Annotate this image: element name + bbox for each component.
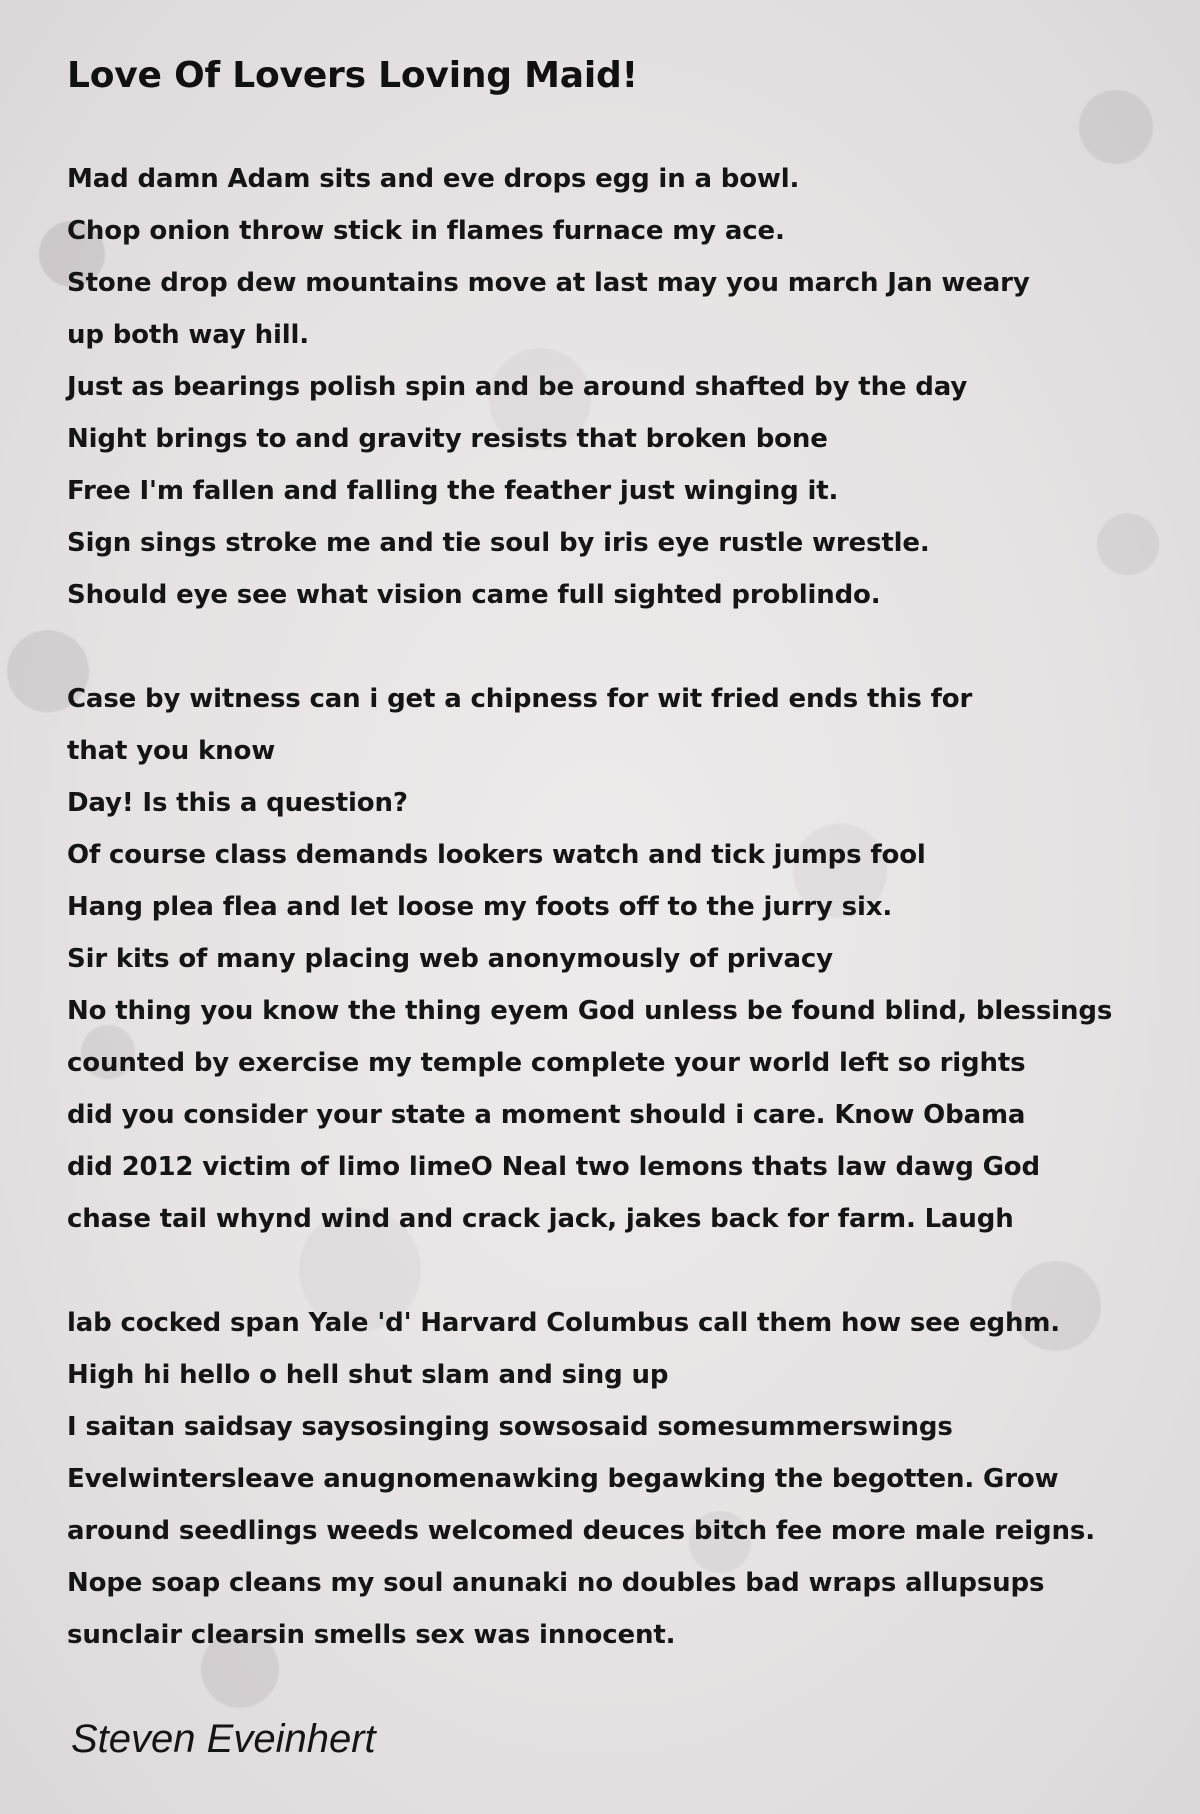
poem-line: Case by witness can i get a chipness for wit fried ends this for [67, 684, 973, 714]
poem-line: Free I'm fallen and falling the feather just winging it. [67, 476, 839, 506]
poem-line: Mad damn Adam sits and eve drops egg in a bowl. [67, 164, 800, 194]
poem-line: counted by exercise my temple complete your world left so rights [67, 1048, 1026, 1078]
poem-line: Hang plea flea and let loose my foots off to the jurry six. [67, 892, 893, 922]
poem-line: High hi hello o hell shut slam and sing up [67, 1360, 669, 1390]
stanza-2 [67, 673, 1192, 1245]
poem-line: around seedlings weeds welcomed deuces bitch fee more male reigns. [67, 1516, 1095, 1546]
poem-line: Should eye see what vision came full sighted problindo. [67, 580, 881, 610]
poem-line: Stone drop dew mountains move at last may you march Jan weary [67, 268, 1030, 298]
stanza-3 [67, 1297, 1192, 1661]
poem-line: Evelwintersleave anugnomenawking begawking the begotten. Grow [67, 1464, 1059, 1494]
poem-line: sunclair clearsin smells sex was innocent. [67, 1620, 676, 1650]
poem-line: Sir kits of many placing web anonymously of privacy [67, 944, 833, 974]
poem-line: did you consider your state a moment should i care. Know Obama [67, 1100, 1026, 1130]
poem-line: Sign sings stroke me and tie soul by iris eye rustle wrestle. [67, 528, 930, 558]
poem-line: Nope soap cleans my soul anunaki no doubles bad wraps allupsups [67, 1568, 1045, 1598]
poem-line: Just as bearings polish spin and be around shafted by the day [67, 372, 968, 402]
poem-line: Of course class demands lookers watch and tick jumps fool [67, 840, 926, 870]
poem-line: up both way hill. [67, 320, 309, 350]
stanza-1 [67, 153, 1192, 621]
poem-line: No thing you know the thing eyem God unless be found blind, blessings [67, 996, 1113, 1026]
poem-line: Chop onion throw stick in flames furnace my ace. [67, 216, 785, 246]
poem-line: lab cocked span Yale 'd' Harvard Columbus call them how see eghm. [67, 1308, 1061, 1338]
poem-author: Steven Eveinhert [71, 1717, 376, 1761]
poem-line: chase tail whynd wind and crack jack, jakes back for farm. Laugh [67, 1204, 1014, 1234]
poem-line: Day! Is this a question? [67, 788, 408, 818]
poem-line: I saitan saidsay saysosinging sowsosaid somesummerswings [67, 1412, 953, 1442]
poem-body [67, 153, 1192, 1713]
poem-line: Night brings to and gravity resists that broken bone [67, 424, 828, 454]
poem-line: did 2012 victim of limo limeO Neal two lemons thats law dawg God [67, 1152, 1040, 1182]
poem-line: that you know [67, 736, 276, 766]
poem-title: Love Of Lovers Loving Maid! [67, 55, 638, 96]
